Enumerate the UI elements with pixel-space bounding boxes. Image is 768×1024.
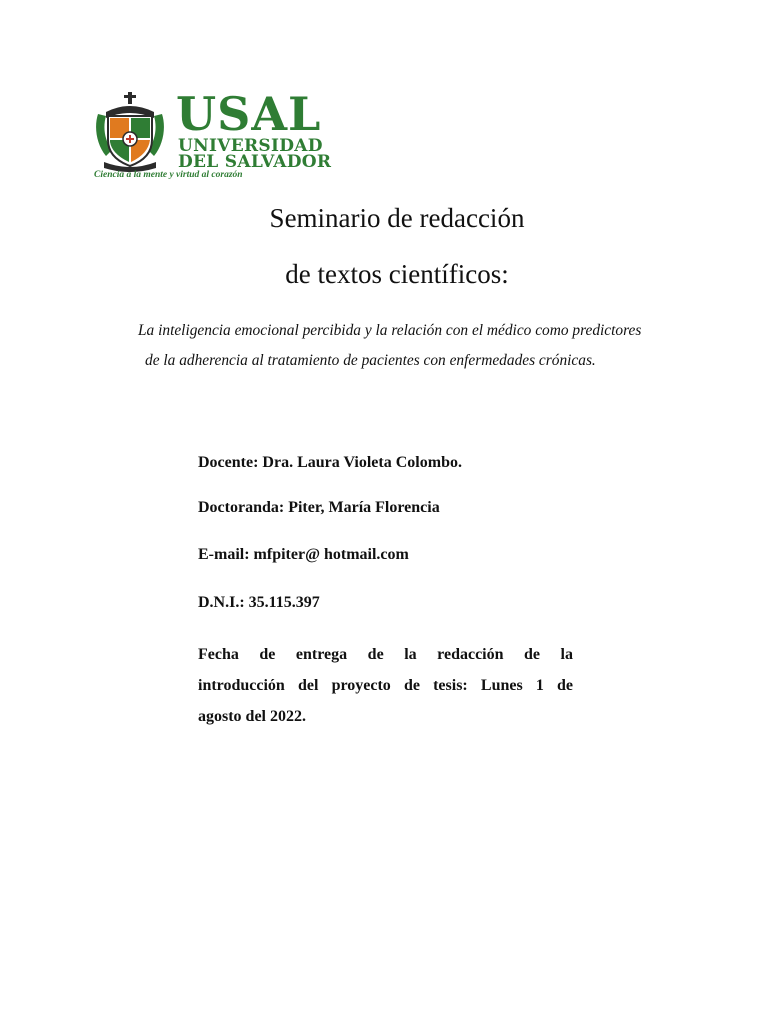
dni-info: D.N.I.: 35.115.397 <box>198 594 320 611</box>
delivery-line-2: introducción del proyecto de tesis: Lunes 1 de <box>198 677 573 694</box>
page-title-line2: de textos científicos: <box>285 259 509 289</box>
delivery-line-3: agosto del 2022. <box>198 708 306 725</box>
university-logo <box>92 87 340 184</box>
logo-university-line: UNIVERSIDAD <box>178 136 323 156</box>
delivery-date-paragraph <box>198 639 573 732</box>
university-crest-icon <box>94 92 166 172</box>
docente-info: Docente: Dra. Laura Violeta Colombo. <box>198 454 462 471</box>
email-info: E-mail: mfpiter@ hotmail.com <box>198 546 409 563</box>
logo-wordmark: USAL <box>176 87 322 141</box>
page-title-line1: Seminario de redacción <box>269 203 525 233</box>
logo-salvador-line: DEL SALVADOR <box>178 152 332 172</box>
thesis-subtitle-line2: de la adherencia al tratamiento de pacientes con enfermedades crónicas. <box>145 352 596 369</box>
thesis-subtitle-line1: La inteligencia emocional percibida y la relación con el médico como predictores <box>138 322 642 339</box>
doctoranda-info: Doctoranda: Piter, María Florencia <box>198 499 440 516</box>
delivery-line-1: Fecha de entrega de la redacción de la <box>198 646 573 663</box>
logo-motto: Ciencia a la mente y virtud al corazón <box>94 170 243 180</box>
